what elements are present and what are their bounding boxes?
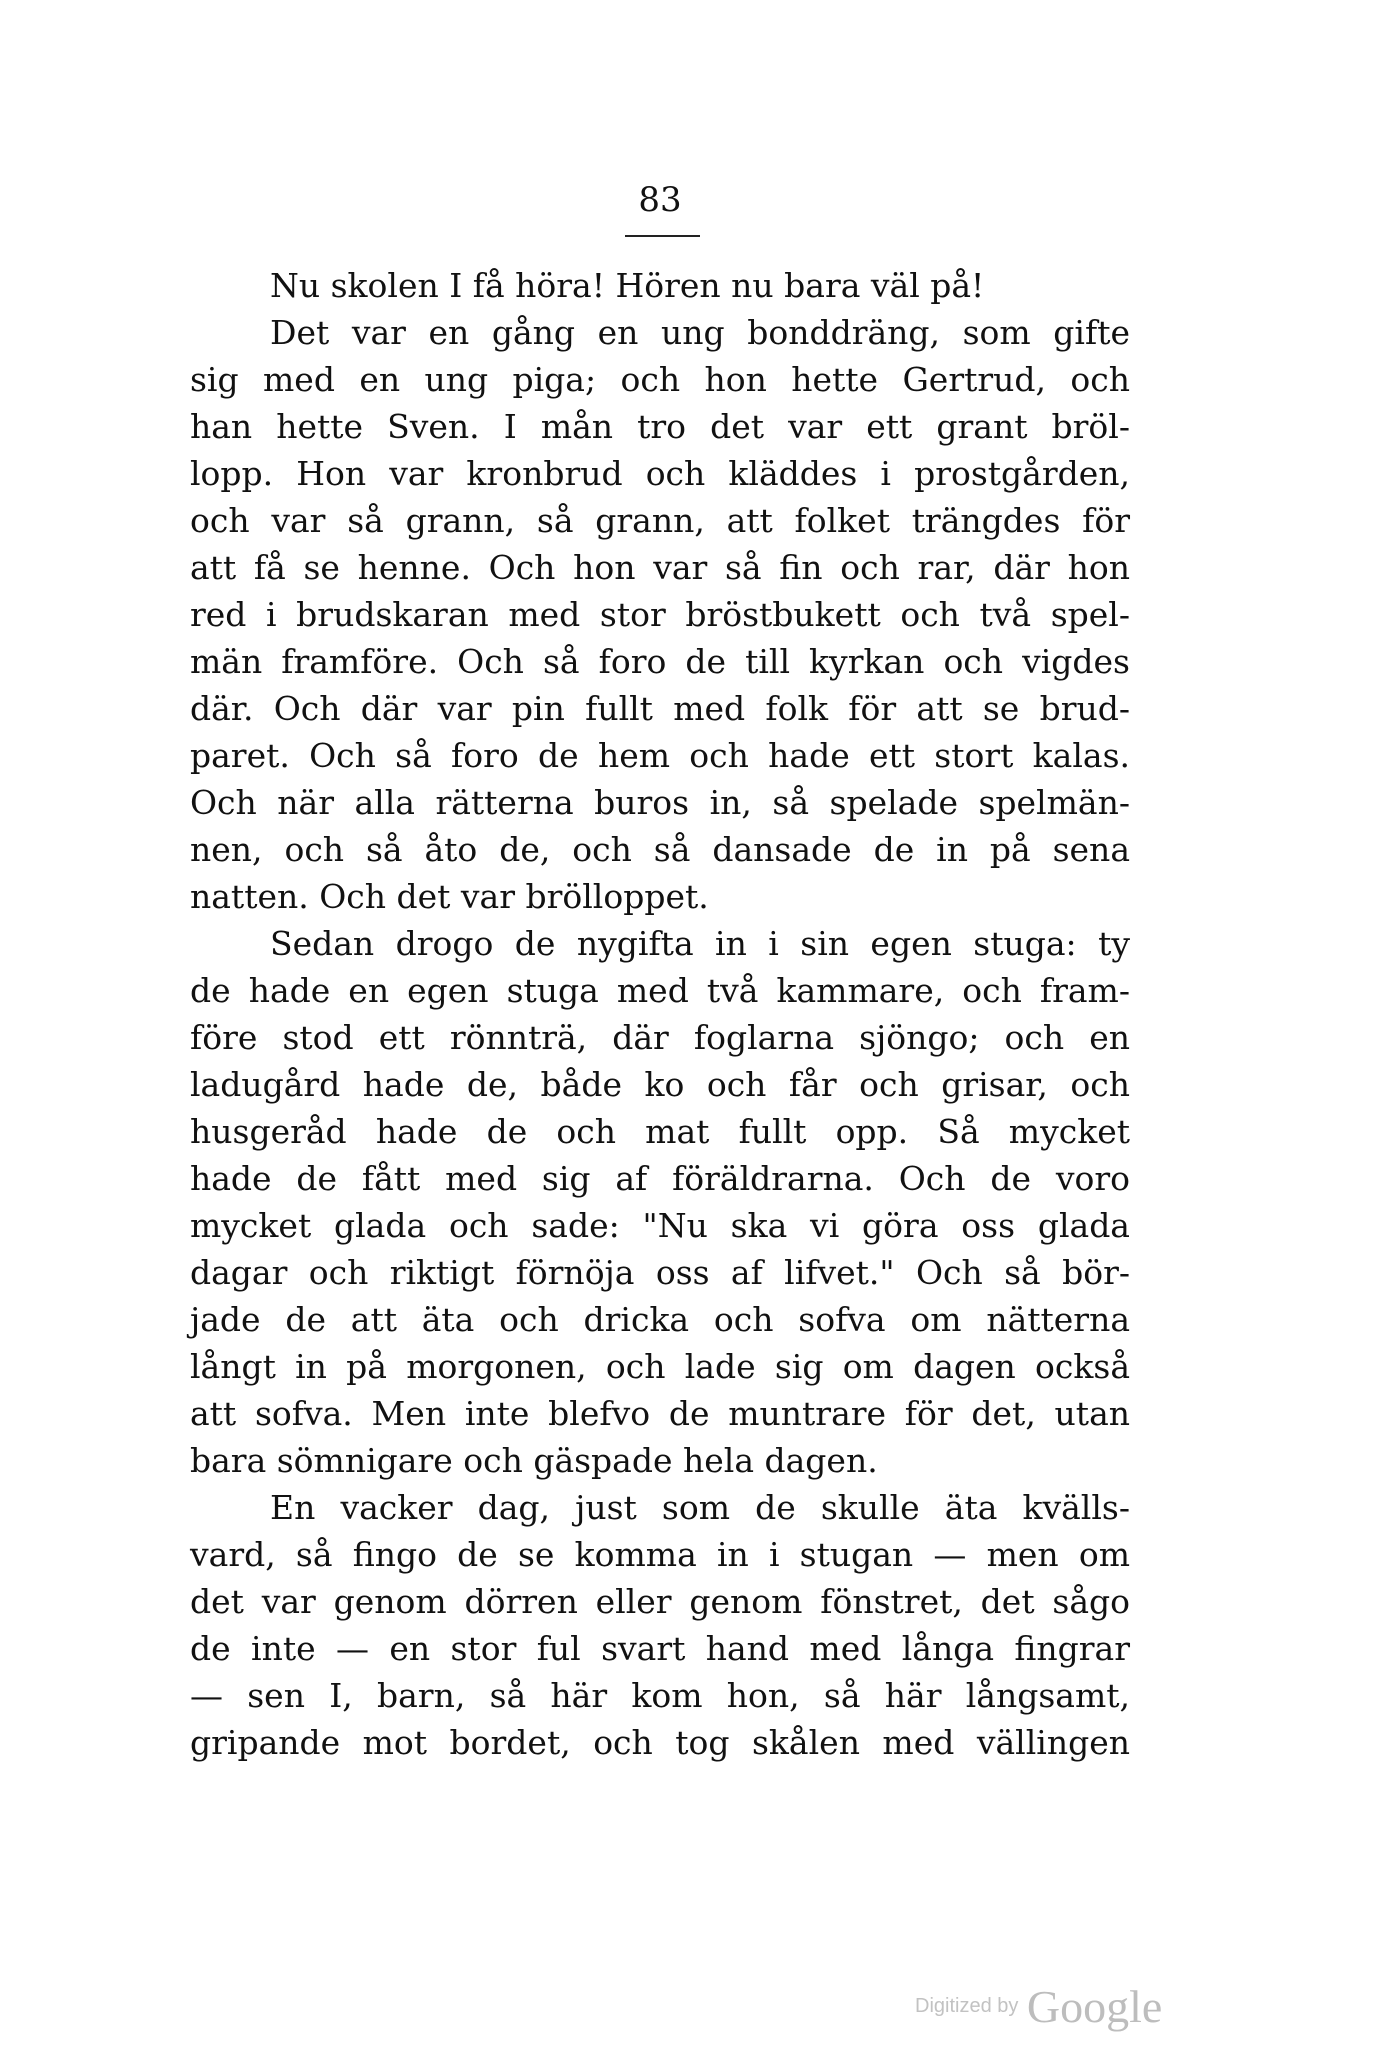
text-line: Nu skolen I få höra! Hören nu bara väl på! xyxy=(270,266,985,305)
text-line: att få se henne. Och hon var så fin och rar, där hon xyxy=(190,548,1130,587)
page-number-rule xyxy=(625,235,700,237)
text-line: paret. Och så foro de hem och hade ett stort kalas. xyxy=(190,736,1130,775)
text-line: En vacker dag, just som de skulle äta kvälls- xyxy=(270,1488,1130,1527)
text-line: att sofva. Men inte blefvo de muntrare för det, utan xyxy=(190,1394,1130,1433)
text-line: bara sömnigare och gäspade hela dagen. xyxy=(190,1441,878,1480)
text-line: det var genom dörren eller genom fönstret, det sågo xyxy=(190,1582,1130,1621)
digitized-by-watermark xyxy=(915,1980,1195,2030)
body-text xyxy=(190,262,1130,1766)
text-line: före stod ett rönnträ, där foglarna sjöngo; och en xyxy=(190,1018,1130,1057)
text-line: mycket glada och sade: "Nu ska vi göra oss glada xyxy=(190,1206,1130,1245)
text-line: husgeråd hade de och mat fullt opp. Så mycket xyxy=(190,1112,1130,1151)
text-line: jade de att äta och dricka och sofva om nätterna xyxy=(190,1300,1130,1339)
text-line: — sen I, barn, så här kom hon, så här långsamt, xyxy=(190,1676,1130,1715)
text-line: red i brudskaran med stor bröstbukett och två spel- xyxy=(190,595,1130,634)
text-line: ladugård hade de, både ko och får och grisar, och xyxy=(190,1065,1130,1104)
text-line: natten. Och det var brölloppet. xyxy=(190,877,709,916)
text-line: män framföre. Och så foro de till kyrkan och vigdes xyxy=(190,642,1130,681)
text-line: han hette Sven. I mån tro det var ett grant bröl- xyxy=(190,407,1130,446)
page-number: 83 xyxy=(638,180,682,220)
text-line: vard, så fingo de se komma in i stugan — men om xyxy=(190,1535,1130,1574)
text-line: långt in på morgonen, och lade sig om dagen också xyxy=(190,1347,1130,1386)
text-line: Och när alla rätterna buros in, så spelade spelmän- xyxy=(190,783,1130,822)
text-line: lopp. Hon var kronbrud och kläddes i prostgården, xyxy=(190,454,1130,493)
text-line: dagar och riktigt förnöja oss af lifvet." Och så bör- xyxy=(190,1253,1130,1292)
google-logo: Google xyxy=(1026,1981,1163,2032)
text-line: sig med en ung piga; och hon hette Gertrud, och xyxy=(190,360,1130,399)
text-line: gripande mot bordet, och tog skålen med vällingen xyxy=(190,1723,1130,1762)
text-line: nen, och så åto de, och så dansade de in på sena xyxy=(190,830,1130,869)
text-line: Sedan drogo de nygifta in i sin egen stuga: ty xyxy=(270,924,1130,963)
text-line: Det var en gång en ung bonddräng, som gifte xyxy=(270,313,1130,352)
watermark-prefix: Digitized by xyxy=(915,1995,1019,2017)
text-line: där. Och där var pin fullt med folk för att se brud- xyxy=(190,689,1130,728)
text-line: hade de fått med sig af föräldrarna. Och de voro xyxy=(190,1159,1130,1198)
text-line: och var så grann, så grann, att folket trängdes för xyxy=(190,501,1130,540)
text-line: de inte — en stor ful svart hand med långa fingrar xyxy=(190,1629,1130,1668)
text-line: de hade en egen stuga med två kammare, och fram- xyxy=(190,971,1130,1010)
